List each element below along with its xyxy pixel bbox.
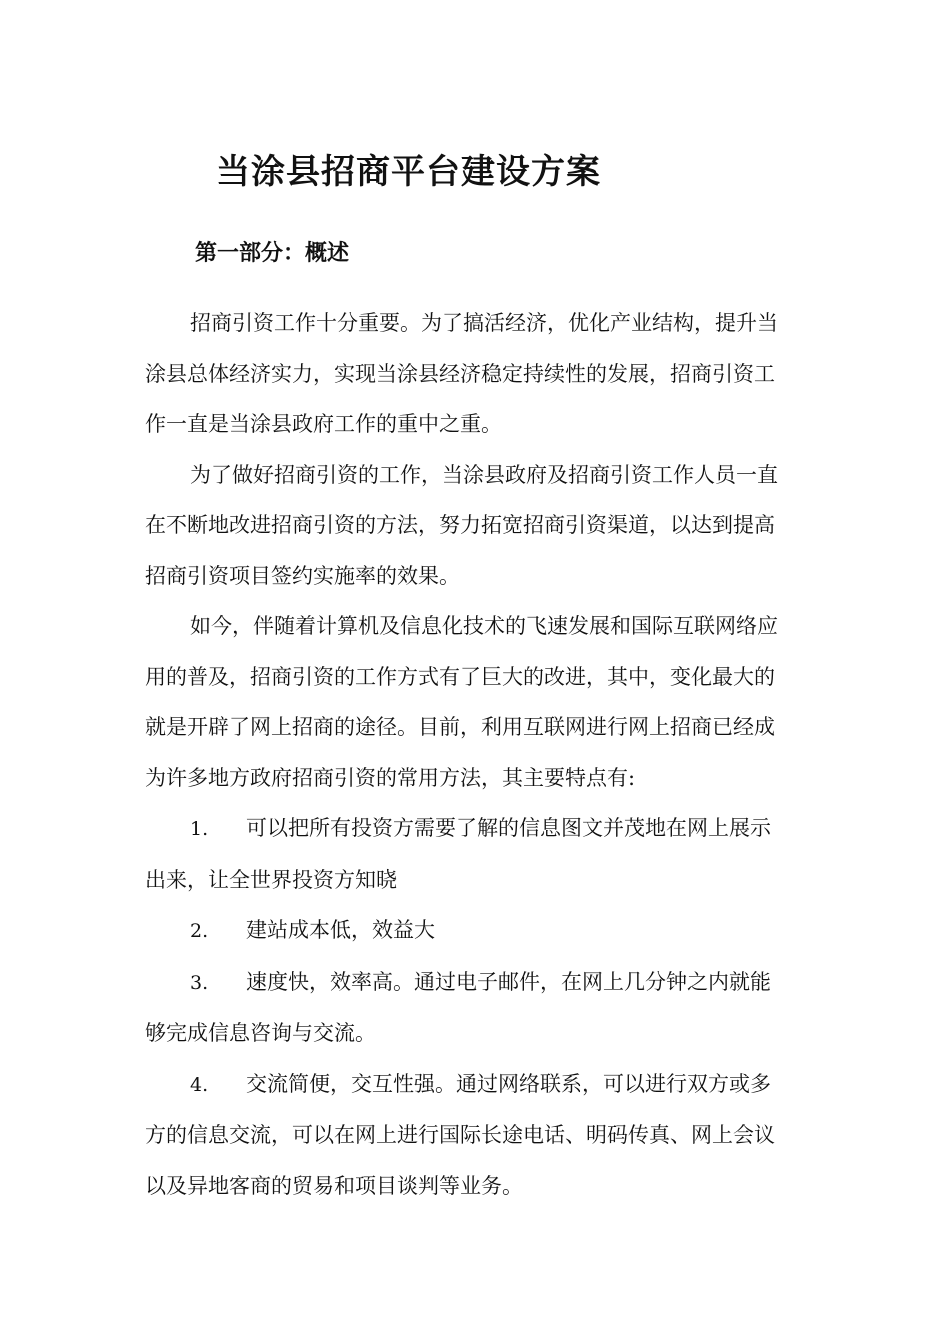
list-item-number: 2. — [190, 920, 209, 942]
list-item-text: 出来，让全世界投资方知晓 — [145, 867, 397, 892]
paragraph-line: 用的普及，招商引资的工作方式有了巨大的改进，其中，变化最大的 — [145, 664, 775, 689]
document-body — [145, 298, 810, 1211]
paragraph-2 — [145, 450, 810, 602]
section-heading: 第一部分：概述 — [195, 241, 350, 266]
list-item — [145, 957, 810, 1059]
paragraph-line: 涂县总体经济实力，实现当涂县经济稳定持续性的发展，招商引资工 — [145, 361, 775, 386]
list-item — [145, 803, 810, 905]
paragraph-line: 招商引资工作十分重要。为了搞活经济，优化产业结构，提升当 — [190, 311, 778, 335]
list-item-text: 交流简便，交互性强。通过网络联系，可以进行双方或多 — [246, 1071, 771, 1096]
paragraph-line: 为了做好招商引资的工作，当涂县政府及招商引资工作人员一直 — [190, 462, 778, 487]
list-item-text: 建站成本低，效益大 — [246, 918, 435, 942]
list-item-text: 以及异地客商的贸易和项目谈判等业务。 — [145, 1173, 523, 1198]
document-title: 当涂县招商平台建设方案 — [216, 152, 601, 192]
list-item-text: 方的信息交流，可以在网上进行国际长途电话、明码传真、网上会议 — [145, 1123, 775, 1147]
list-item-text: 速度快，效率高。通过电子邮件，在网上几分钟之内就能 — [246, 969, 771, 994]
paragraph-line: 在不断地改进招商引资的方法，努力拓宽招商引资渠道，以达到提高 — [145, 513, 775, 537]
list-item-number: 1. — [190, 818, 209, 840]
paragraph-3 — [145, 601, 810, 803]
paragraph-line: 招商引资项目签约实施率的效果。 — [145, 563, 460, 588]
list-item — [145, 905, 810, 957]
paragraph-line: 如今，伴随着计算机及信息化技术的飞速发展和国际互联网络应 — [190, 614, 778, 638]
paragraph-line: 为许多地方政府招商引资的常用方法，其主要特点有: — [145, 765, 636, 790]
paragraph-1 — [145, 298, 810, 450]
list-item-text: 可以把所有投资方需要了解的信息图文并茂地在网上展示 — [246, 816, 771, 840]
list-item-number: 3. — [190, 971, 209, 994]
list-item-text: 够完成信息咨询与交流。 — [145, 1021, 376, 1045]
paragraph-line: 作一直是当涂县政府工作的重中之重。 — [145, 412, 502, 436]
paragraph-line: 就是开辟了网上招商的途径。目前，利用互联网进行网上招商已经成 — [145, 715, 775, 739]
list-item-number: 4. — [190, 1073, 209, 1096]
list-item — [145, 1059, 810, 1212]
